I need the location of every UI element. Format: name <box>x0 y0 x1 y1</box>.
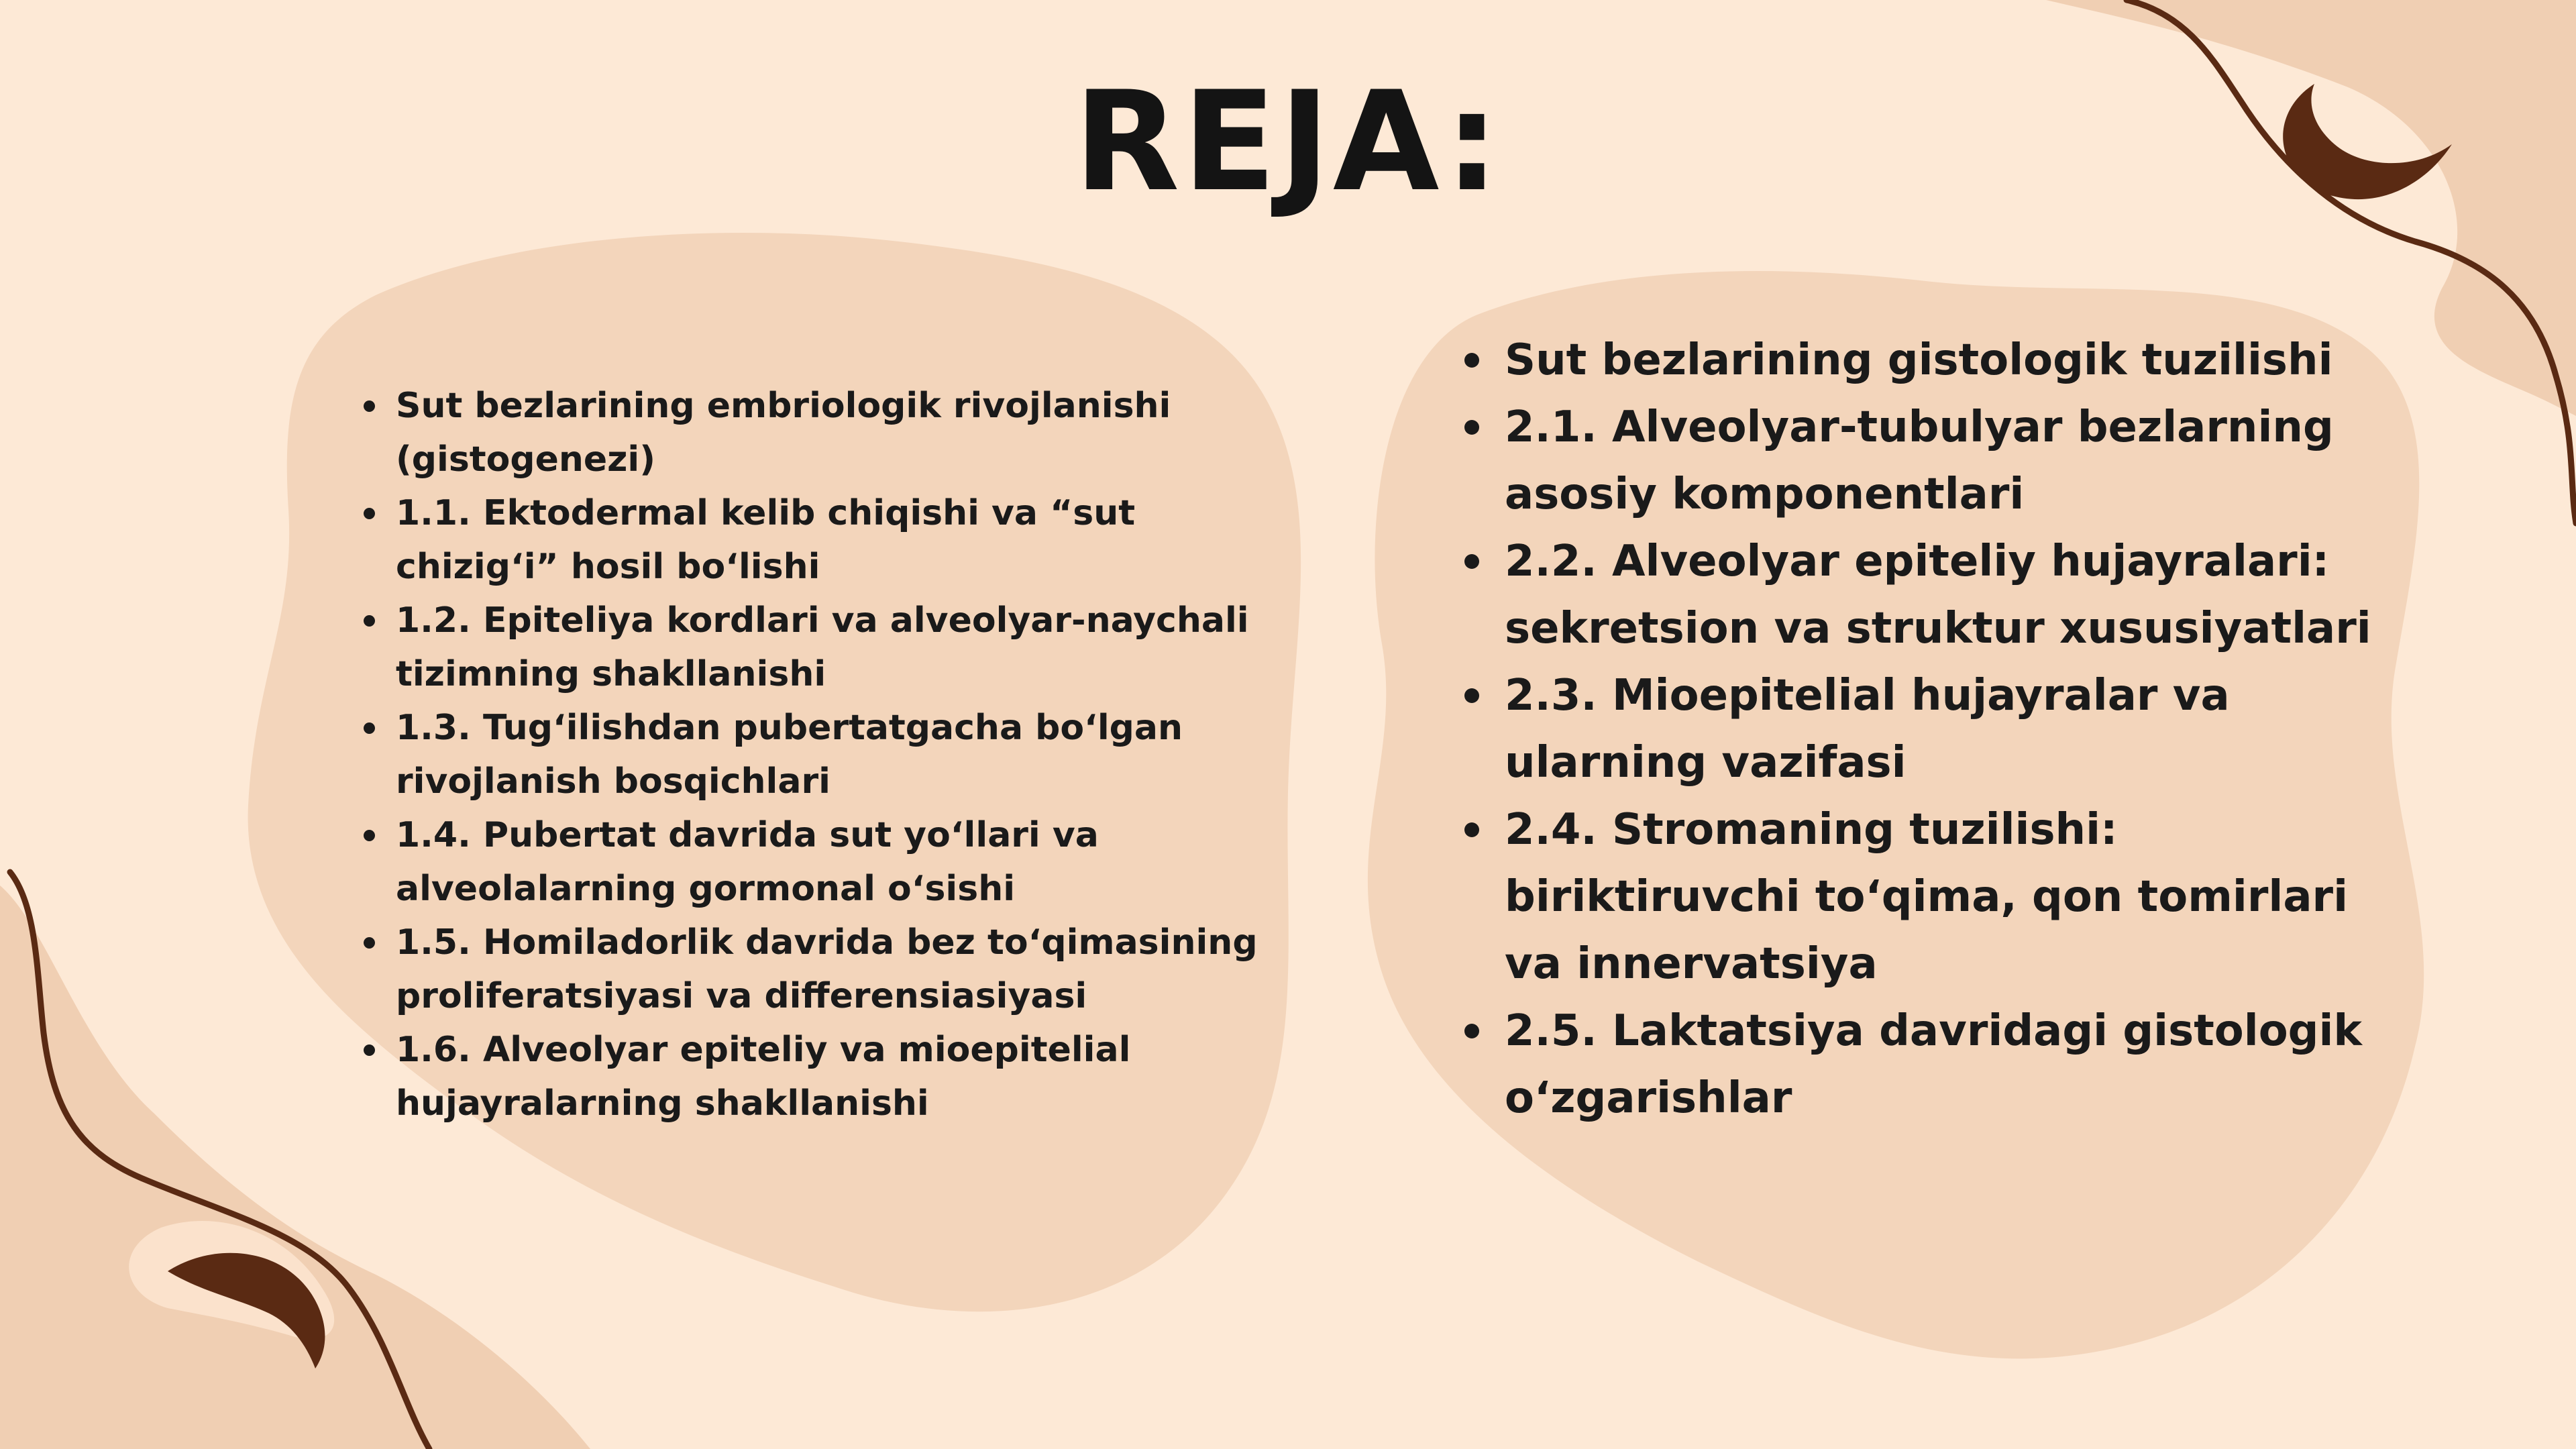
list-item: Sut bezlarining gistologik tuzilishi <box>1505 327 2397 394</box>
list-item: 2.2. Alveolyar epiteliy hujayralari: sekretsion va struktur xususiyatlari <box>1505 528 2397 662</box>
list-item: 1.6. Alveolyar epiteliy va mioepitelial hujayralarning shakllanishi <box>396 1023 1301 1130</box>
list-item: 1.3. Tug‘ilishdan pubertatgacha bo‘lgan rivojlanish bosqichlari <box>396 701 1301 808</box>
list-item: 1.2. Epiteliya kordlari va alveolyar-naychali tizimning shakllanishi <box>396 594 1301 701</box>
left-outline-list <box>396 379 1301 1130</box>
slide-title: REJA: <box>1073 62 1503 222</box>
list-item: 2.3. Mioepitelial hujayralar va ularning vazifasi <box>1505 662 2397 796</box>
list-item: 2.4. Stromaning tuzilishi: biriktiruvchi to‘qima, qon tomirlari va innervatsiya <box>1505 796 2397 998</box>
list-item: 1.4. Pubertat davrida sut yo‘llari va alveolalarning gormonal o‘sishi <box>396 808 1301 916</box>
list-item: 1.5. Homiladorlik davrida bez to‘qimasining proliferatsiyasi va differensiasiyasi <box>396 916 1301 1023</box>
list-item: Sut bezlarining embriologik rivojlanishi (gistogenezi) <box>396 379 1301 486</box>
list-item: 1.1. Ektodermal kelib chiqishi va “sut chizig‘i” hosil bo‘lishi <box>396 486 1301 594</box>
list-item: 2.1. Alveolyar-tubulyar bezlarning asosiy komponentlari <box>1505 394 2397 528</box>
list-item: 2.5. Laktatsiya davridagi gistologik o‘zgarishlar <box>1505 998 2397 1132</box>
right-outline-list <box>1505 327 2397 1132</box>
